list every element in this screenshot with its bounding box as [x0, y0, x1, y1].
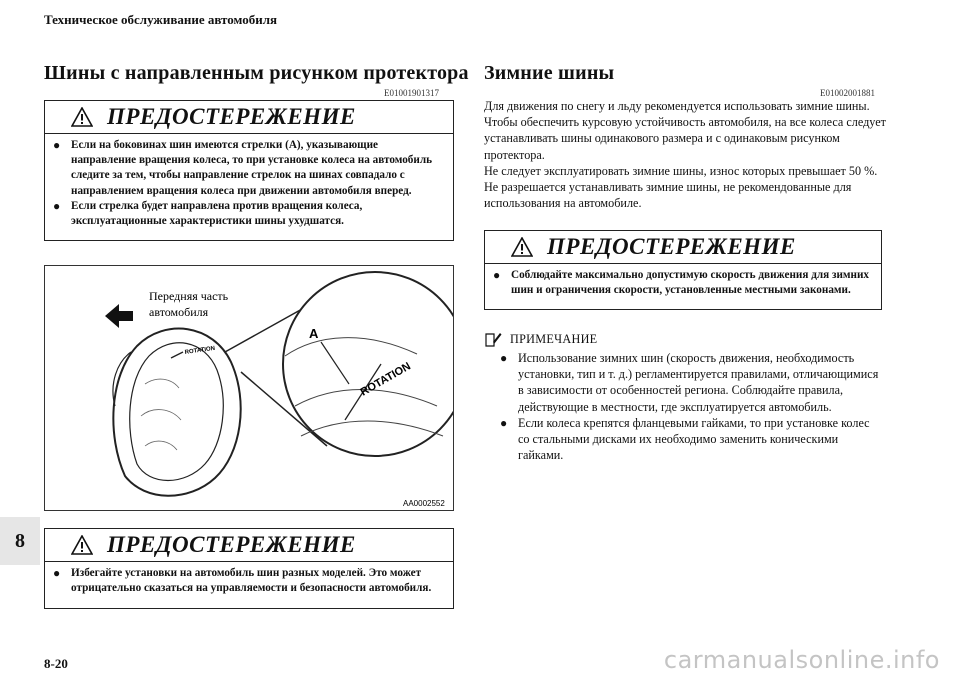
paragraph: Не следует эксплуатировать зимние шины, износ которых превышает 50 %. [484, 163, 878, 178]
tire-rotation-figure [44, 265, 454, 511]
warning-box-direction [44, 100, 454, 241]
chapter-tab: 8 [0, 517, 40, 565]
bullet-icon: ● [53, 198, 61, 213]
warning-body [45, 562, 453, 600]
warning-body [45, 134, 453, 233]
label-a: A [309, 326, 319, 341]
warning-title: ПРЕДОСТЕРЕЖЕНИЕ [107, 104, 356, 129]
list-item [493, 268, 871, 298]
rotation-label-small: ROTATION [184, 345, 216, 356]
section-code: E01002001881 [820, 88, 875, 98]
note-label: ПРИМЕЧАНИЕ [510, 331, 598, 346]
list-item [500, 415, 884, 464]
list-item [53, 199, 443, 229]
figure-code: AA0002552 [403, 499, 445, 508]
warning-body [485, 264, 881, 302]
note-header [484, 330, 597, 348]
warning-triangle-icon [71, 535, 93, 555]
warning-header [485, 231, 881, 264]
warning-header [45, 101, 453, 134]
rotation-label-large: ROTATION [358, 360, 413, 399]
watermark: carmanualsonline.info [663, 646, 940, 674]
note-list [500, 350, 884, 463]
warning-box-speed [484, 230, 882, 310]
list-item [53, 138, 443, 199]
figure-caption-line1: Передняя часть [149, 289, 229, 303]
bullet-icon: ● [53, 138, 61, 152]
warning-triangle-icon [511, 237, 533, 257]
list-item [500, 350, 884, 415]
warning-header [45, 529, 453, 562]
forward-arrow-icon [105, 304, 133, 328]
note-text: Если колеса крепятся фланцевыми гайками, то при установке колес со стальными дисками их необходимо заменить коническими гайками. [518, 415, 870, 463]
bullet-icon: ● [53, 566, 61, 580]
section-code: E01001901317 [384, 88, 439, 98]
bullet-icon: ● [493, 268, 501, 282]
page-number: 8-20 [44, 656, 68, 671]
running-header: Техническое обслуживание автомобиля [44, 12, 278, 27]
section-title-winter-tires: Зимние шины [484, 62, 615, 84]
list-item [53, 566, 443, 596]
figure-caption-line2: автомобиля [149, 305, 209, 319]
note-pencil-icon [484, 330, 502, 348]
warning-text: Избегайте установки на автомобиль шин разных моделей. Это может отрицательно сказаться на управляемости и безопасности автомобиля. [71, 567, 432, 595]
warning-box-mixed-tires [44, 528, 454, 609]
bullet-icon: ● [500, 415, 508, 430]
warning-text: Если стрелка будет направлена против вращения колеса, эксплуатационные характеристики шины ухудшатся. [71, 199, 363, 228]
paragraph: Не разрешается устанавливать зимние шины, не рекомендованные для использования на автомобиле. [484, 180, 852, 211]
warning-text: Соблюдайте максимально допустимую скорость движения для зимних шин и ограничения скорости, установленные местными законами. [511, 269, 870, 297]
warning-title: ПРЕДОСТЕРЕЖЕНИЕ [547, 234, 796, 259]
section-title-directional-tires: Шины с направленным рисунком протектора [44, 62, 469, 84]
paragraph: Для движения по снегу и льду рекомендуется использовать зимние шины. Чтобы обеспечить курсовую устойчивость автомобиля, на все колеса следует устанавливать шины одинакового размера и с одинаковым рисунком протектора. [484, 99, 886, 162]
warning-text: Если на боковинах шин имеются стрелки (A), указывающие направление вращения колеса, то при установке колеса на автомобиль следите за тем, чтобы направление стрелок на шинах совпадало с направлением вращения колеса при движении автомобиля вперед. [71, 139, 433, 197]
tire-illustration [45, 266, 453, 510]
winter-tires-body [484, 98, 886, 211]
warning-title: ПРЕДОСТЕРЕЖЕНИЕ [107, 532, 356, 557]
warning-triangle-icon [71, 107, 93, 127]
bullet-icon: ● [500, 351, 508, 365]
note-text: Использование зимних шин (скорость движения, необходимость установки, тип и т. д.) регламентируется правилами, отличающимися в зависимости от особенностей региона. Соблюдайте правила, действующие в местности, где эксплуатируется автомобиль. [518, 351, 879, 414]
